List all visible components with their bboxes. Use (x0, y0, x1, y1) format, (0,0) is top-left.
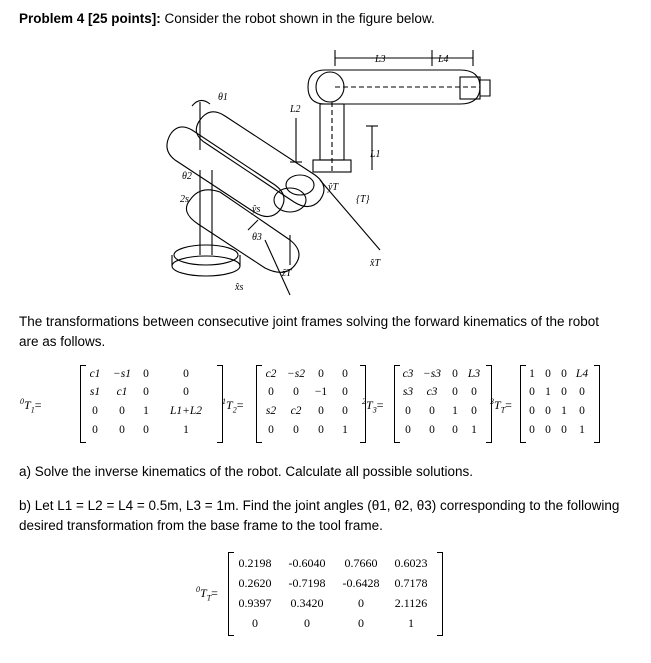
part-b-line2: desired transformation from the base frame to the tool frame. (19, 518, 383, 533)
label-t-frame: {T} (356, 194, 370, 205)
label-ys: ŷs (252, 204, 261, 215)
matrix-12: c2 −s2 0 0 0 0 −1 0 s2 c2 0 0 0 0 0 1 (265, 368, 348, 436)
transform-intro-line2: are as follows. (19, 334, 106, 349)
label-l3: L3 (375, 54, 386, 65)
m12-label: $^1T_2=$ (222, 397, 244, 415)
label-yt: ŷT (328, 182, 338, 193)
matrices-row (20, 365, 635, 445)
label-xt: x̂T (370, 258, 380, 269)
problem-statement (19, 10, 435, 28)
m3t-label: $^3T_T=$ (490, 397, 512, 415)
part-b-line1: b) Let L1 = L2 = L4 = 0.5m, L3 = 1m. Find the joint angles (θ1, θ2, θ3) corresponding to the following (19, 498, 620, 513)
label-zt: ẑT (282, 268, 292, 279)
label-theta2: θ2 (182, 171, 192, 182)
label-2s: 2s (180, 194, 189, 205)
transform-intro-line1: The transformations between consecutive joint frames solving the forward kinematics of the robot (19, 314, 600, 329)
m23-label: $^2T_3=$ (362, 397, 384, 415)
target-matrix-label: $^0T_T=$ (196, 585, 218, 603)
target-matrix: 0.2198 -0.6040 0.7660 0.6023 0.2620 -0.7198 -0.6428 0.7178 0.9397 0.3420 0 2.1126 0 0 0 1 (238, 556, 428, 630)
label-l1: L1 (370, 149, 381, 160)
matrix-23: c3 −s3 0 L3 s3 c3 0 0 0 0 1 0 0 0 0 1 (402, 368, 481, 436)
robot-figure (140, 40, 500, 300)
matrix-01: c1 −s1 0 0 s1 c1 0 0 0 0 1 L1+L2 0 0 0 1 (89, 368, 203, 436)
label-theta1: θ1 (218, 92, 228, 103)
label-l2: L2 (290, 104, 301, 115)
matrix-3t: 1 0 0 L4 0 1 0 0 0 0 1 0 0 0 0 1 (529, 368, 589, 436)
label-theta3: θ3 (252, 232, 262, 243)
label-xs: x̂s (235, 282, 244, 293)
label-l4: L4 (438, 54, 449, 65)
m01-label: $^0T_1=$ (20, 397, 42, 415)
problem-intro: Consider the robot shown in the figure below. (160, 11, 435, 26)
problem-heading: Problem 4 [25 points]: (19, 11, 161, 26)
part-a-text: a) Solve the inverse kinematics of the robot. Calculate all possible solutions. (19, 464, 473, 479)
